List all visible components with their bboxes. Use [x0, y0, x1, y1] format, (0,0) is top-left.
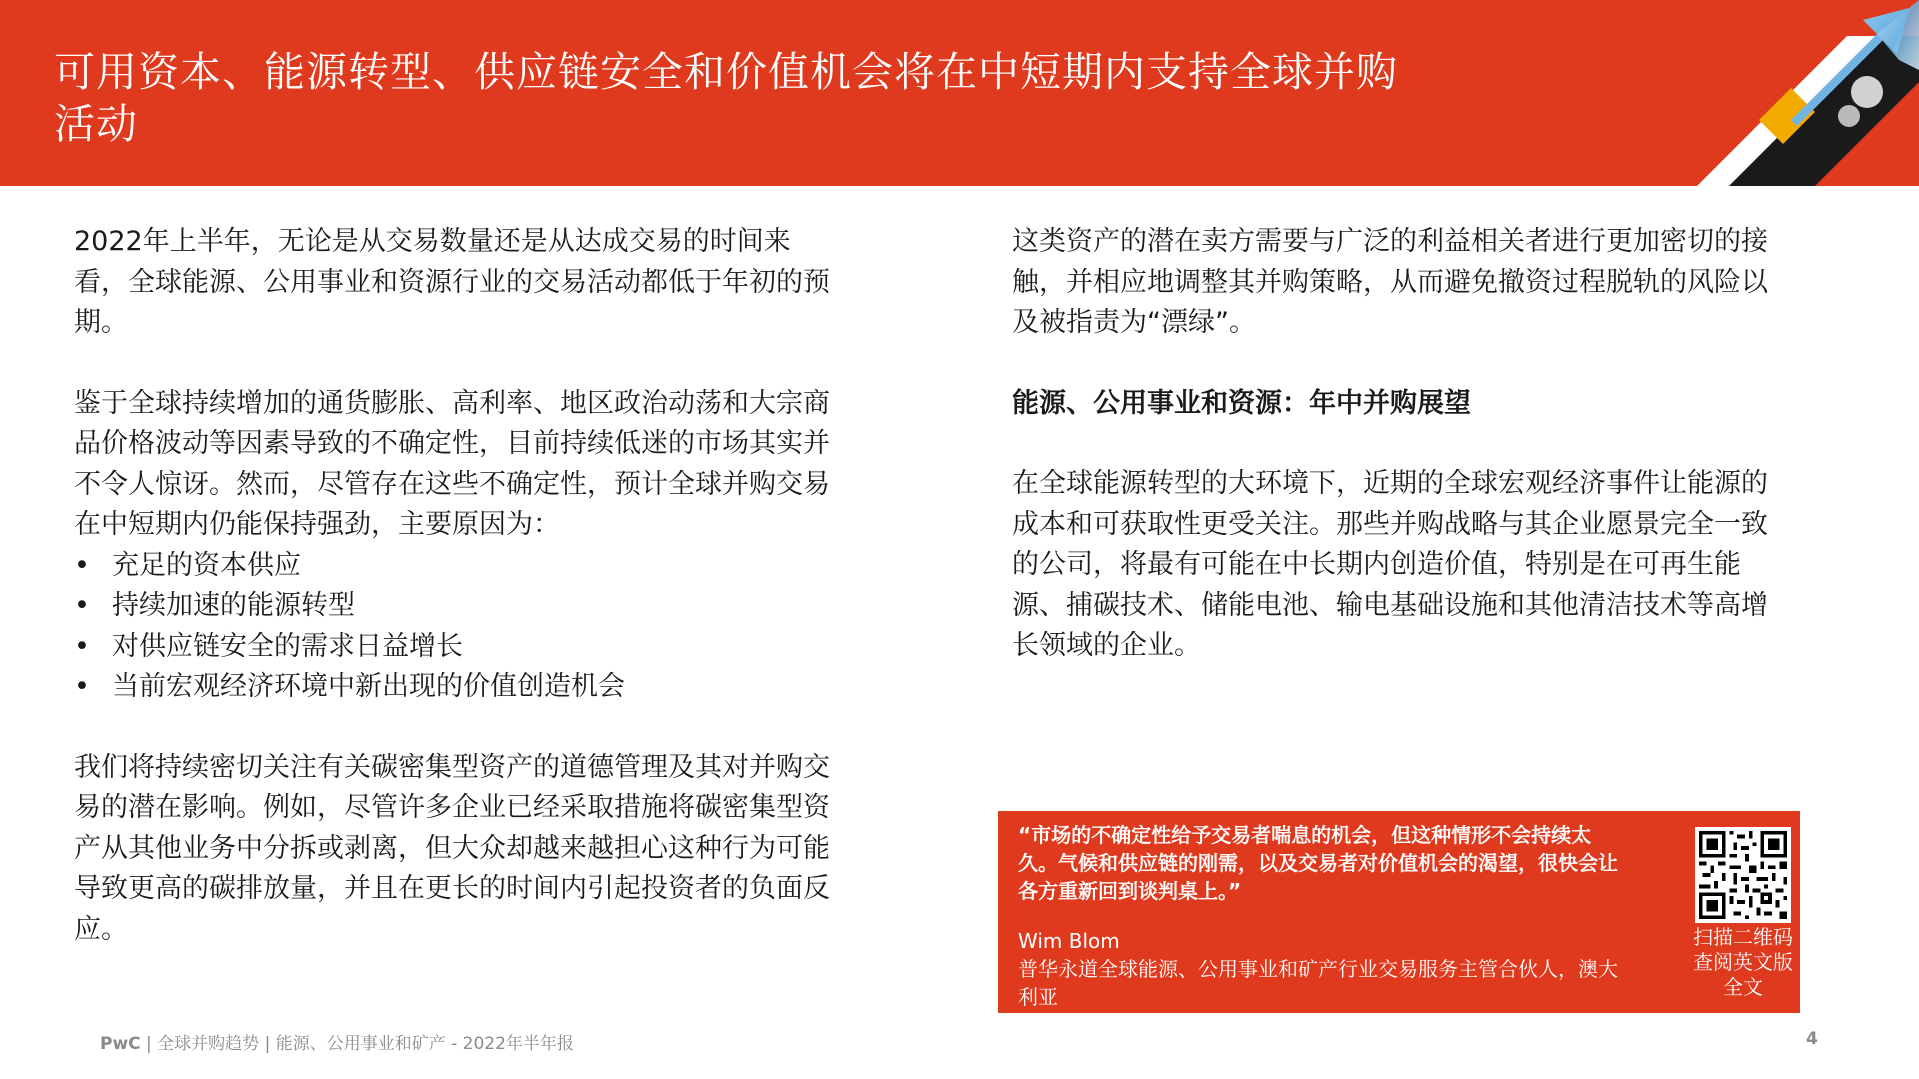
right-column: [1012, 222, 1792, 707]
footer: [100, 1029, 574, 1054]
list-item: • 对供应链安全的需求日益增长: [74, 627, 844, 668]
qr-code-icon[interactable]: [1695, 827, 1791, 923]
quote-author: Wim Blom: [1018, 929, 1120, 953]
footer-text: | 全球并购趋势 | 能源、公用事业和矿产 - 2022年半年报: [140, 1034, 574, 1054]
quote-author-role: 普华永道全球能源、公用事业和矿产行业交易服务主管合伙人，澳大利亚: [1018, 957, 1618, 1009]
uncertainty-paragraph: 鉴于全球持续增加的通货膨胀、高利率、地区政治动荡和大宗商品价格波动等因素导致的不确定性，目前持续低迷的市场其实并不令人惊讶。然而，尽管存在这些不确定性，预计全球并购交易在中短期内仍能保持强劲，主要原因为：: [74, 387, 830, 540]
left-column: [74, 222, 844, 990]
outlook-heading: 能源、公用事业和资源：年中并购展望: [1012, 387, 1471, 419]
reasons-list: [74, 546, 844, 708]
header-banner: [0, 0, 1919, 186]
list-item: • 持续加速的能源转型: [74, 586, 844, 627]
page-number: 4: [1806, 1029, 1818, 1049]
arrow-graphic-icon: [1619, 0, 1919, 186]
quote-text: “市场的不确定性给予交易者喘息的机会，但这种情形不会持续太久。气候和供应链的刚需，以及交易者对价值机会的渴望，很快会让各方重新回到谈判桌上。”: [1018, 823, 1618, 903]
carbon-assets-paragraph: 我们将持续密切关注有关碳密集型资产的道德管理及其对并购交易的潜在影响。例如，尽管许多企业已经采取措施将碳密集型资产从其他业务中分拆或剥离，但大众却越来越担心这种行为可能导致更高的碳排放量，并且在更长的时间内引起投资者的负面反应。: [74, 751, 830, 945]
page-title: 可用资本、能源转型、供应链安全和价值机会将在中短期内支持全球并购活动: [54, 48, 1398, 148]
list-item: • 当前宏观经济环境中新出现的价值创造机会: [74, 667, 844, 708]
outlook-paragraph: 在全球能源转型的大环境下，近期的全球宏观经济事件让能源的成本和可获取性更受关注。那些并购战略与其企业愿景完全一致的公司，将最有可能在中长期内创造价值，特别是在可再生能源、捕碳技术、储能电池、输电基础设施和其他清洁技术等高增长领域的企业。: [1012, 468, 1768, 661]
intro-paragraph: 2022年上半年，无论是从交易数量还是从达成交易的时间来看，全球能源、公用事业和资源行业的交易活动都低于年初的预期。: [74, 226, 830, 338]
qr-caption: 扫描二维码查阅英文版全文: [1693, 925, 1793, 999]
footer-brand: PwC: [100, 1034, 141, 1054]
list-item: • 充足的资本供应: [74, 546, 844, 587]
quote-box: [998, 811, 1800, 1013]
sellers-paragraph: 这类资产的潜在卖方需要与广泛的利益相关者进行更加密切的接触，并相应地调整其并购策略，从而避免撤资过程脱轨的风险以及被指责为“漂绿”。: [1012, 226, 1768, 338]
